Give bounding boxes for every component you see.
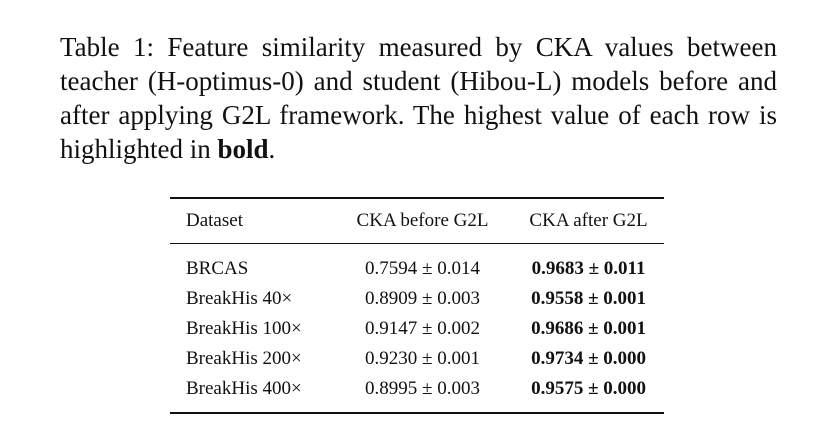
- cell-dataset: BreakHis 100×: [186, 318, 302, 339]
- cell-cka-before: 0.9147 ± 0.002: [365, 318, 480, 339]
- cell-cka-after: 0.9686 ± 0.001: [531, 318, 646, 339]
- table-header-row: [170, 198, 664, 244]
- cell-cka-before: 0.7594 ± 0.014: [365, 258, 480, 279]
- table-row: [170, 314, 664, 344]
- caption-text: Feature similarity measured by CKA values between teacher (H-optimus-0) and student (Hibou-L) models before and after applying G2L framework. The highest value of each row is highlighted in: [60, 32, 778, 164]
- table-row: [170, 374, 664, 413]
- caption-end: .: [268, 134, 276, 164]
- cell-cka-after: 0.9558 ± 0.001: [531, 288, 646, 309]
- header-dataset: Dataset: [170, 198, 332, 244]
- table-caption: [60, 30, 777, 166]
- cell-cka-after: 0.9734 ± 0.000: [531, 348, 646, 369]
- cell-cka-before: 0.8995 ± 0.003: [365, 378, 480, 399]
- header-cka-after: CKA after G2L: [513, 198, 664, 244]
- caption-label: Table 1:: [60, 32, 154, 62]
- cell-cka-before: 0.8909 ± 0.003: [365, 288, 480, 309]
- cell-cka-after: 0.9575 ± 0.000: [531, 378, 646, 399]
- cell-dataset: BreakHis 200×: [186, 348, 302, 369]
- cell-cka-before: 0.9230 ± 0.001: [365, 348, 480, 369]
- table-row: [170, 344, 664, 374]
- cell-dataset: BRCAS: [186, 258, 249, 279]
- table-row: [170, 284, 664, 314]
- cka-table: [170, 197, 664, 414]
- cka-table-container: [170, 197, 664, 414]
- header-cka-before: CKA before G2L: [332, 198, 513, 244]
- table-row: [170, 244, 664, 285]
- cell-dataset: BreakHis 40×: [186, 288, 293, 309]
- cell-cka-after: 0.9683 ± 0.011: [531, 258, 646, 279]
- cell-dataset: BreakHis 400×: [186, 378, 302, 399]
- caption-bold-word: bold: [217, 134, 269, 164]
